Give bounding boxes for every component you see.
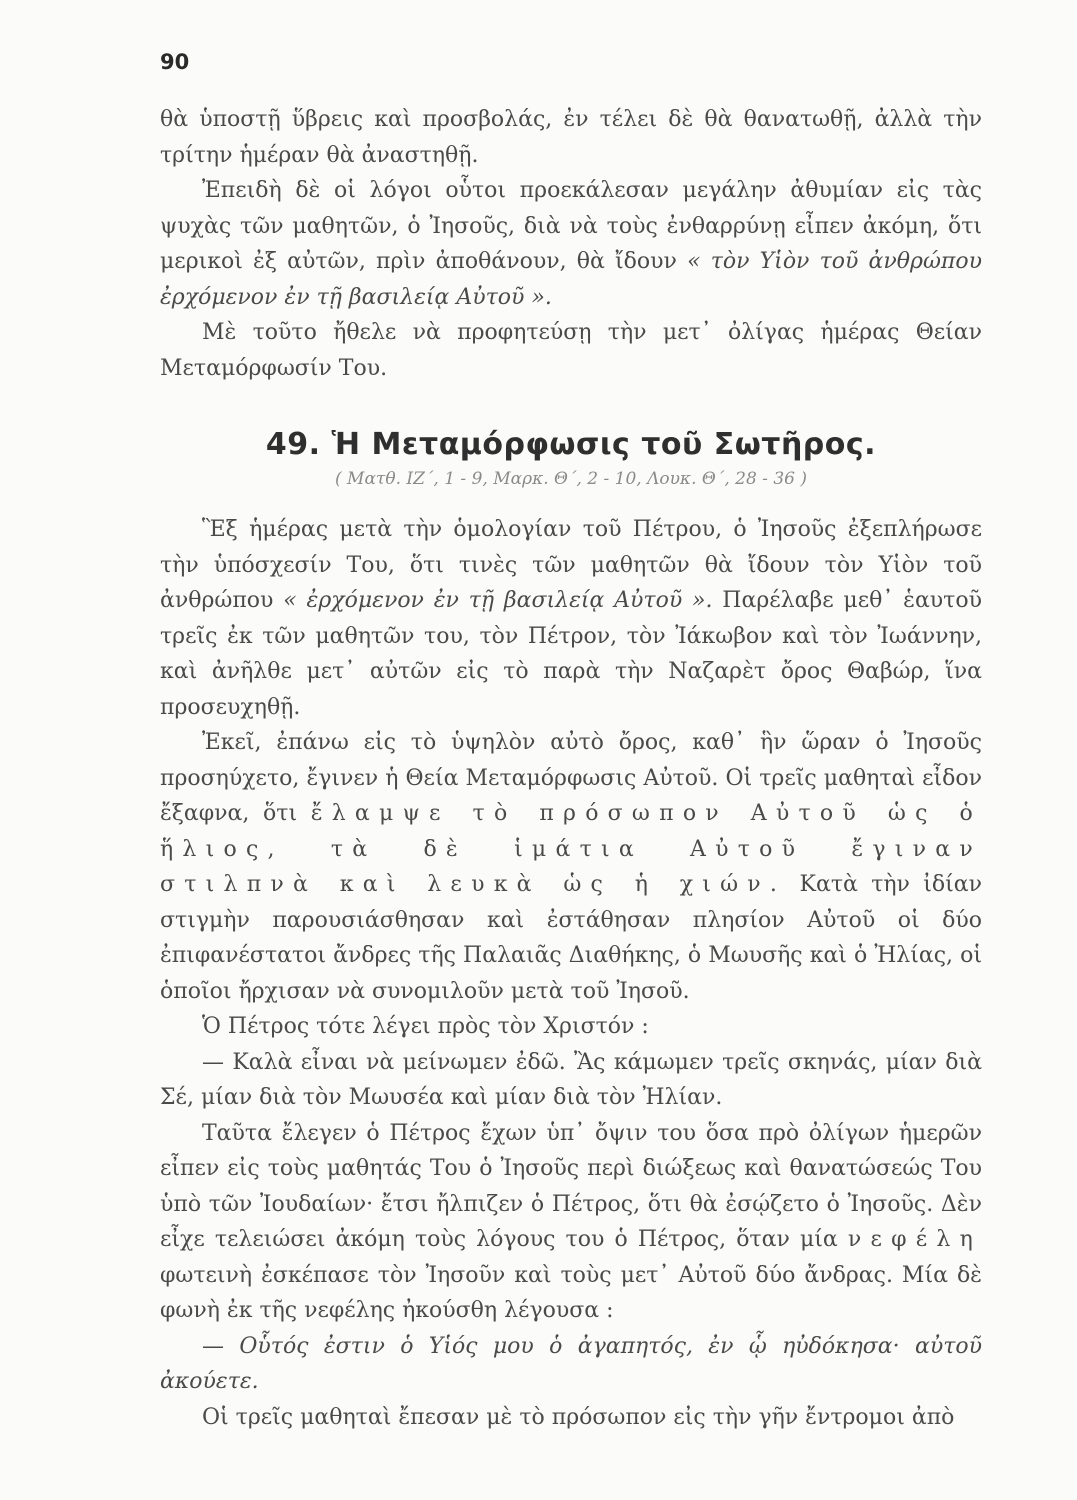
page-number: 90 bbox=[160, 50, 190, 74]
paragraph-9-dash: — bbox=[202, 1333, 240, 1359]
paragraph-10: Οἱ τρεῖς μαθηταὶ ἔπεσαν μὲ τὸ πρόσωπον εἰς τὴν γῆν ἔντρομοι ἀπὸ bbox=[202, 1404, 955, 1430]
paragraph-8 bbox=[160, 1116, 982, 1329]
paragraph-1: θὰ ὑποστῇ ὕβρεις καὶ προσβολάς, ἐν τέλει δὲ θὰ θανατωθῇ, ἀλλὰ τὴν τρίτην ἡμέραν θὰ ἀναστηθῇ. bbox=[160, 107, 982, 168]
paragraph-5 bbox=[160, 725, 982, 1009]
paragraph-3: Μὲ τοῦτο ἤθελε νὰ προφητεύσῃ τὴν μετ᾽ ὀλίγας ἡμέρας Θείαν Μεταμόρφωσίν Του. bbox=[160, 320, 982, 381]
paragraph-9-quote bbox=[160, 1329, 982, 1400]
paragraph-4-quote: « ἐρχόμενον ἐν τῇ βασιλείᾳ Αὐτοῦ ». bbox=[283, 588, 713, 613]
paragraph-4-text-a: Ἓξ ἡμέρας μετὰ τὴν ὁμολογίαν τοῦ Πέτρου, ὁ Ἰησοῦς ἐξεπλήρωσε τὴν ὑπόσχεσίν Του, ὅτι τινὲς τῶν μαθητῶν θὰ ἴδουν τὸν Υἱὸν τοῦ ἀνθρώπου bbox=[160, 517, 982, 613]
paragraph-6: Ὁ Πέτρος τότε λέγει πρὸς τὸν Χριστόν : bbox=[202, 1014, 649, 1039]
paragraph-4 bbox=[160, 512, 982, 725]
paragraph-8-spaced-word: νεφέλη bbox=[847, 1227, 982, 1252]
paragraph-5-text-a: Ἐκεῖ, ἐπάνω εἰς τὸ ὑψηλὸν αὐτὸ ὄρος, καθ᾽ ἣν ὥραν ὁ Ἰησοῦς προσηύχετο, ἔγινεν ἡ Θεία Μεταμόρφωσις Αὐτοῦ. Οἱ τρεῖς μαθηταὶ εἶδον ἔξαφνα, ὅτι bbox=[160, 730, 982, 826]
paragraph-7-dialogue: — Καλὰ εἶναι νὰ μείνωμεν ἐδῶ. Ἂς κάμωμεν τρεῖς σκηνάς, μίαν διὰ Σέ, μίαν διὰ τὸν Μωυσέα καὶ μίαν διὰ τὸν Ἠλίαν. bbox=[160, 1049, 982, 1110]
paragraph-2-text: Ἐπειδὴ δὲ οἱ λόγοι οὗτοι προεκάλεσαν μεγάλην ἀθυμίαν εἰς τὰς ψυχὰς τῶν μαθητῶν, ὁ Ἰησοῦς, διὰ νὰ τοὺς ἐνθαρρύνῃ εἶπεν ἀκόμη, ὅτι μερικοὶ ἐξ αὐτῶν, πρὶν ἀποθάνουν, θὰ ἴδουν bbox=[160, 178, 982, 274]
paragraph-5-spaced-text: ἔλαμψε τὸ πρόσωπον Αὐτοῦ ὡς ὁ ἥλιος, τὰ δὲ ἱμάτια Αὐτοῦ ἔγιναν στιλπνὰ καὶ λευκὰ ὡς ἡ χιών. bbox=[160, 801, 982, 897]
section-title: 49. Ἡ Μεταμόρφωσις τοῦ Σωτῆρος. bbox=[265, 427, 877, 462]
paragraph-8-text-b: φωτεινὴ ἐσκέπασε τὸν Ἰησοῦν καὶ τοὺς μετ᾽ Αὐτοῦ δύο ἄνδρας. Μία δὲ φωνὴ ἐκ τῆς νεφέλης ἠκούσθη λέγουσα : bbox=[160, 1262, 982, 1323]
scripture-references: ( Ματθ. ΙΖ΄, 1 - 9, Μαρκ. Θ΄, 2 - 10, Λουκ. Θ΄, 28 - 36 ) bbox=[335, 469, 807, 489]
section-heading-block bbox=[160, 426, 982, 492]
paragraph-5-text-b: Κατὰ τὴν ἰδίαν στιγμὴν παρουσιάσθησαν καὶ ἐστάθησαν πλησίον Αὐτοῦ οἱ δύο ἐπιφανέστατοι ἄνδρες τῆς Παλαιᾶς Διαθήκης, ὁ Μωυσῆς καὶ ὁ Ἠλίας, οἱ ὁποῖοι ἤρχισαν νὰ συνομιλοῦν μετὰ τοῦ Ἰησοῦ. bbox=[160, 872, 982, 1004]
paragraph-9-quote-text: Οὗτός ἐστιν ὁ Υἱός μου ὁ ἀγαπητός, ἐν ᾧ ηὐδόκησα· αὐτοῦ ἀκούετε. bbox=[160, 1333, 982, 1394]
paragraph-2 bbox=[160, 173, 982, 315]
paragraph-2-quote: « τὸν Υἱὸν τοῦ ἀνθρώπου ἐρχόμενον ἐν τῇ βασιλείᾳ Αὐτοῦ ». bbox=[160, 249, 982, 310]
paragraph-4-text-b: Παρέλαβε μεθ᾽ ἑαυτοῦ τρεῖς ἐκ τῶν μαθητῶν του, τὸν Πέτρον, τὸν Ἰάκωβον καὶ τὸν Ἰωάννην, καὶ ἀνῆλθε μετ᾽ αὐτῶν εἰς τὸ παρὰ τὴν Ναζαρὲτ ὄρος Θαβώρ, ἵνα προσευχηθῇ. bbox=[160, 588, 982, 720]
paragraph-8-text-a: Ταῦτα ἔλεγεν ὁ Πέτρος ἔχων ὑπ᾽ ὄψιν του ὅσα πρὸ ὀλίγων ἡμερῶν εἶπεν εἰς τοὺς μαθητάς Του ὁ Ἰησοῦς περὶ διώξεως καὶ θανατώσεώς Του ὑπὸ τῶν Ἰουδαίων· ἔτσι ἤλπιζεν ὁ Πέτρος, ὅτι θὰ ἐσῴζετο ὁ Ἰησοῦς. Δὲν εἶχε τελειώσει ἀκόμη τοὺς λόγους του ὁ Πέτρος, ὅταν μία bbox=[160, 1120, 982, 1252]
page-body bbox=[160, 102, 982, 1435]
